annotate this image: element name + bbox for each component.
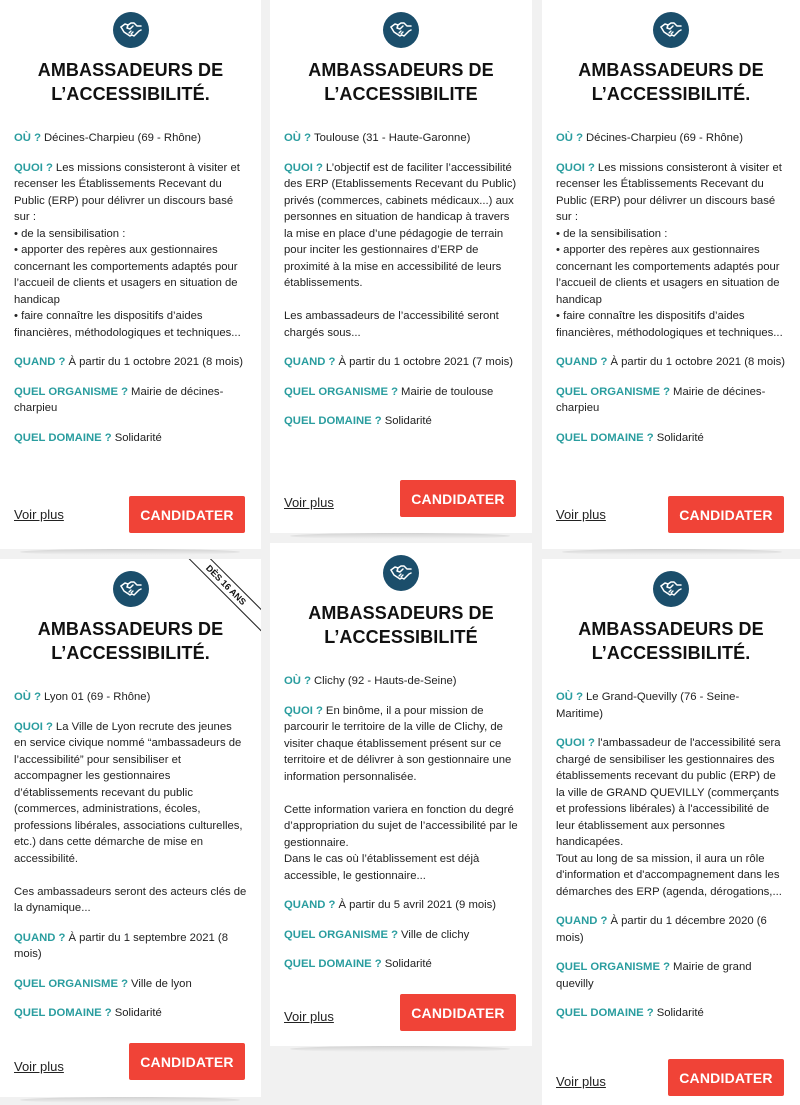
where-value: Décines-Charpieu (69 - Rhône) [586,132,743,144]
when-label: QUAND ? [284,899,336,911]
what-value: Les missions consisteront à visiter et recenser les Établissements Recevant du Public (ERP) pour délivrer un discours basé sur : • de la sensibilisation : • apporter des repères aux gestionnaires concernant les comportements adaptés pour l’accueil de clients et usagers en situation de handicap • faire connaître les dispositifs d’aides financières, méthodologiques et techniques... [14,161,241,339]
card-title: AMBASSADEURS DE L’ACCESSIBILITÉ. [37,619,224,663]
org-value: Ville de clichy [401,928,470,941]
handshake-icon [383,555,419,591]
where-value: Toulouse (31 - Haute-Garonne) [314,132,471,144]
card-title: AMBASSADEURS DE L’ACCESSIBILITÉ. [578,619,764,663]
mission-card [270,543,532,1046]
when-value: À partir du 1 septembre 2021 (8 mois) [14,931,228,960]
what-value: l'ambassadeur de l'accessibilité sera chargé de sensibiliser les gestionnaires des établissements recevant du public (ERP) de la ville de GRAND QUEVILLY (commerçants et professions libérales) à l'accessibilité de leur établissement aux personnes handicapées. Tout au long de sa mission, il aura un rôle d'information et d'accompagnement dans les démarches des ERP (agenda, dérogations,... [556,737,782,898]
where-value: Clichy (92 - Hauts-de-Seine) [314,675,457,687]
apply-button[interactable]: CANDIDATER [400,994,516,1031]
domain-label: QUEL DOMAINE ? [556,431,654,444]
age-ribbon: DÈS 16 ANS [167,559,261,644]
when-label: QUAND ? [14,356,66,368]
card-title: AMBASSADEURS DE L’ACCESSIBILITÉ. [37,60,224,104]
domain-label: QUEL DOMAINE ? [14,431,112,444]
see-more-link[interactable]: Voir plus [284,1009,334,1024]
when-value: À partir du 1 octobre 2021 (7 mois) [338,356,514,368]
domain-value: Solidarité [384,415,432,427]
what-label: QUOI ? [556,737,595,749]
where-value: Lyon 01 (69 - Rhône) [44,691,151,703]
where-value: Le Grand-Quevilly (76 - Seine-Maritime) [556,691,740,720]
when-label: QUAND ? [556,356,608,368]
what-value: Les missions consisteront à visiter et recenser les Établissements Recevant du Public (ERP) pour délivrer un discours basé sur : • de la sensibilisation : • apporter des repères aux gestionnaires concernant les comportements adaptés pour l’accueil de clients et usagers en situation de handicap • faire connaître les dispositifs d’aides financières, méthodologiques et techniques... [556,161,783,339]
handshake-icon [383,12,419,48]
org-value: Mairie de décines-charpieu [14,385,224,414]
what-label: QUOI ? [14,720,53,733]
org-label: QUEL ORGANISME ? [556,385,671,398]
card-title: AMBASSADEURS DE L’ACCESSIBILITÉ [308,603,494,647]
org-value: Mairie de décines-charpieu [556,385,766,414]
see-more-link[interactable]: Voir plus [556,507,606,522]
apply-button[interactable]: CANDIDATER [129,496,245,533]
org-label: QUEL ORGANISME ? [284,385,399,398]
when-label: QUAND ? [556,915,608,927]
handshake-icon [113,12,149,48]
when-value: À partir du 1 octobre 2021 (8 mois) [610,356,786,368]
domain-value: Solidarité [114,431,162,444]
mission-card [0,0,261,549]
apply-button[interactable]: CANDIDATER [400,480,516,517]
org-value: Ville de lyon [131,977,192,990]
what-label: QUOI ? [556,161,595,174]
what-value: La Ville de Lyon recrute des jeunes en service civique nommé “ambassadeurs de l’accessibilité” pour sensibiliser et accompagner les gestionnaires d’établissements recevant du public (commerces, administrations, écoles, professions libérales, associations culturelles, etc.) dans cette démarche de mise en accessibilité. Ces ambassadeurs seront des acteurs clés de la dynamique... [14,720,247,914]
mission-card [542,559,800,1105]
where-label: OÙ ? [14,691,41,703]
where-label: OÙ ? [556,691,583,703]
org-label: QUEL ORGANISME ? [14,977,129,990]
see-more-link[interactable]: Voir plus [14,1059,64,1074]
see-more-link[interactable]: Voir plus [556,1074,606,1089]
mission-card [542,0,800,549]
where-value: Décines-Charpieu (69 - Rhône) [44,132,201,144]
see-more-link[interactable]: Voir plus [14,507,64,522]
domain-value: Solidarité [656,431,704,444]
where-label: OÙ ? [284,132,311,144]
when-value: À partir du 5 avril 2021 (9 mois) [338,899,497,911]
what-label: QUOI ? [284,704,323,717]
apply-button[interactable]: CANDIDATER [668,1059,784,1096]
domain-label: QUEL DOMAINE ? [284,958,382,970]
what-label: QUOI ? [284,161,323,174]
domain-label: QUEL DOMAINE ? [14,1007,112,1019]
card-title: AMBASSADEURS DE L’ACCESSIBILITE [308,60,494,104]
org-label: QUEL ORGANISME ? [14,385,129,398]
what-value: En binôme, il a pour mission de parcourir le territoire de la ville de Clichy, de visiter chaque établissement présent sur ce territoire et de délivrer à son gestionnaire une information personnalisée. Cette information variera en fonction du degré d’appropriation du sujet de l’accessibilité par le gestionnaire. Dans le cas où l’établissement est déjà accessible, le gestionnaire... [284,704,518,882]
domain-label: QUEL DOMAINE ? [284,415,382,427]
domain-value: Solidarité [384,958,432,970]
org-label: QUEL ORGANISME ? [556,961,671,973]
what-label: QUOI ? [14,161,53,174]
see-more-link[interactable]: Voir plus [284,495,334,510]
apply-button[interactable]: CANDIDATER [668,496,784,533]
org-label: QUEL ORGANISME ? [284,928,399,941]
apply-button[interactable]: CANDIDATER [129,1043,245,1080]
mission-card [0,559,261,1097]
card-title: AMBASSADEURS DE L’ACCESSIBILITÉ. [578,60,764,104]
where-label: OÙ ? [284,675,311,687]
where-label: OÙ ? [556,132,583,144]
org-value: Mairie de toulouse [401,385,494,398]
when-label: QUAND ? [14,931,66,944]
where-label: OÙ ? [14,132,41,144]
handshake-icon [653,571,689,607]
domain-label: QUEL DOMAINE ? [556,1007,654,1019]
when-value: À partir du 1 octobre 2021 (8 mois) [68,356,244,368]
domain-value: Solidarité [114,1007,162,1019]
handshake-icon [653,12,689,48]
what-value: L’objectif est de faciliter l’accessibilité des ERP (Etablissements Recevant du Public) privés (commerces, cabinets médicaux...) aux personnes en situation de handicap à travers la mise en place d’une pédagogie de terrain pour inciter les gestionnaires d’ERP de proximité à la mise en accessibilité de leurs établissements. Les ambassadeurs de l’accessibilité seront chargés sous... [284,161,517,339]
when-value: À partir du 1 décembre 2020 (6 mois) [556,915,767,944]
mission-card [270,0,532,533]
when-label: QUAND ? [284,356,336,368]
domain-value: Solidarité [656,1007,704,1019]
org-value: Mairie de grand quevilly [556,961,752,990]
handshake-icon [113,571,149,607]
